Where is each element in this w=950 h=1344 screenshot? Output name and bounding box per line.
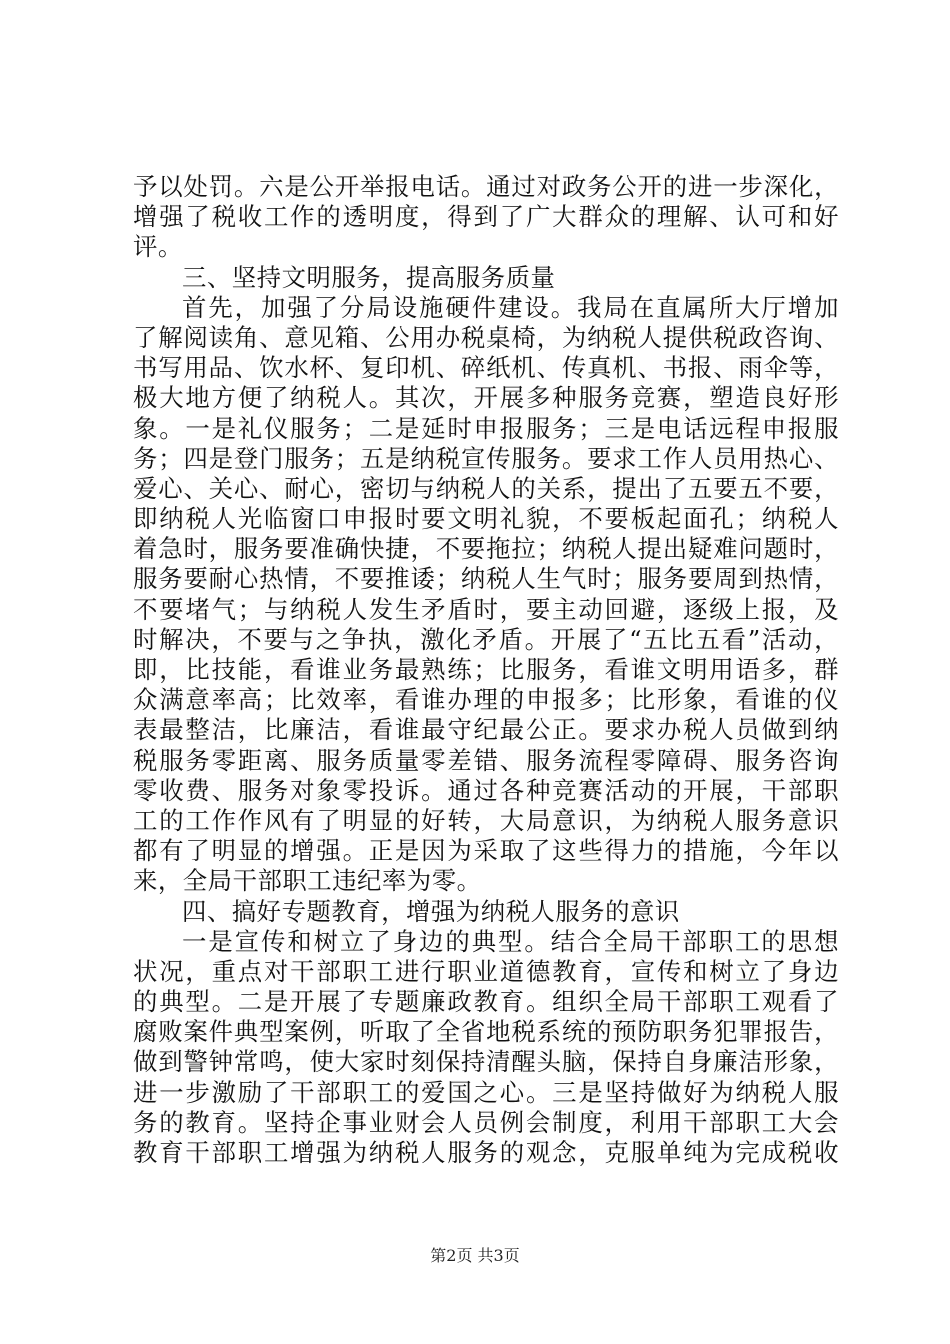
paragraph-line: 一是宣传和树立了身边的典型。结合全局干部职工的思想 bbox=[182, 926, 839, 956]
section-heading: 三、坚持文明服务，提高服务质量 bbox=[182, 262, 556, 292]
section-heading: 四、搞好专题教育，增强为纳税人服务的意识 bbox=[182, 896, 680, 926]
paragraph-line: 务的教育。坚持企事业财会人员例会制度，利用干部职工大会 bbox=[133, 1107, 839, 1137]
paragraph-line: 时解决，不要与之争执，激化矛盾。开展了“五比五看”活动， bbox=[133, 624, 839, 654]
paragraph-line: 首先，加强了分局设施硬件建设。我局在直属所大厅增加 bbox=[182, 292, 839, 322]
paragraph-line: 进一步激励了干部职工的爱国之心。三是坚持做好为纳税人服 bbox=[133, 1077, 839, 1107]
paragraph-line: 即，比技能，看谁业务最熟练；比服务，看谁文明用语多，群 bbox=[133, 655, 839, 684]
paragraph-line: 了解阅读角、意见箱、公用办税桌椅，为纳税人提供税政咨询、 bbox=[133, 322, 839, 352]
paragraph-line: 增强了税收工作的透明度，得到了广大群众的理解、认可和好 bbox=[133, 202, 839, 232]
paragraph-line: 着急时，服务要准确快捷，不要拖拉；纳税人提出疑难问题时， bbox=[133, 534, 839, 564]
paragraph-line: 不要堵气；与纳税人发生矛盾时，要主动回避，逐级上报，及 bbox=[133, 594, 839, 624]
paragraph-line: 评。 bbox=[133, 232, 183, 262]
paragraph-line: 的典型。二是开展了专题廉政教育。组织全局干部职工观看了 bbox=[133, 987, 839, 1017]
paragraph-line: 来，全局干部职工违纪率为零。 bbox=[133, 866, 482, 896]
paragraph-line: 服务要耐心热情，不要推诿；纳税人生气时；服务要周到热情， bbox=[133, 564, 839, 594]
page-number-footer: 第2页 共3页 bbox=[430, 1246, 520, 1265]
paragraph-line: 都有了明显的增强。正是因为采取了这些得力的措施，今年以 bbox=[133, 836, 839, 866]
paragraph-line: 做到警钟常鸣，使大家时刻保持清醒头脑，保持自身廉洁形象， bbox=[133, 1047, 839, 1077]
paragraph-line: 腐败案件典型案例，听取了全省地税系统的预防职务犯罪报告， bbox=[133, 1017, 839, 1047]
paragraph-line: 工的工作作风有了明显的好转，大局意识，为纳税人服务意识 bbox=[133, 805, 839, 835]
paragraph-line: 予以处罚。六是公开举报电话。通过对政务公开的进一步深化， bbox=[133, 172, 839, 201]
paragraph-line: 零收费、服务对象零投诉。通过各种竞赛活动的开展，干部职 bbox=[133, 775, 839, 805]
paragraph-line: 教育干部职工增强为纳税人服务的观念，克服单纯为完成税收 bbox=[133, 1138, 839, 1167]
paragraph-line: 书写用品、饮水杯、复印机、碎纸机、传真机、书报、雨伞等， bbox=[133, 353, 839, 383]
paragraph-line: 状况，重点对干部职工进行职业道德教育，宣传和树立了身边 bbox=[133, 956, 839, 986]
paragraph-line: 极大地方便了纳税人。其次，开展多种服务竞赛，塑造良好形 bbox=[133, 383, 839, 413]
paragraph-line: 众满意率高；比效率，看谁办理的申报多；比形象，看谁的仪 bbox=[133, 685, 839, 715]
paragraph-line: 爱心、关心、耐心，密切与纳税人的关系，提出了五要五不要， bbox=[133, 473, 839, 503]
paragraph-line: 象。一是礼仪服务；二是延时申报服务；三是电话远程申报服 bbox=[133, 413, 839, 443]
paragraph-line: 税服务零距离、服务质量零差错、服务流程零障碍、服务咨询 bbox=[133, 745, 839, 775]
paragraph-line: 表最整洁，比廉洁，看谁最守纪最公正。要求办税人员做到纳 bbox=[133, 715, 839, 745]
paragraph-line: 即纳税人光临窗口申报时要文明礼貌，不要板起面孔；纳税人 bbox=[133, 504, 839, 534]
document-body bbox=[133, 172, 839, 1168]
paragraph-line: 务；四是登门服务；五是纳税宣传服务。要求工作人员用热心、 bbox=[133, 443, 839, 473]
